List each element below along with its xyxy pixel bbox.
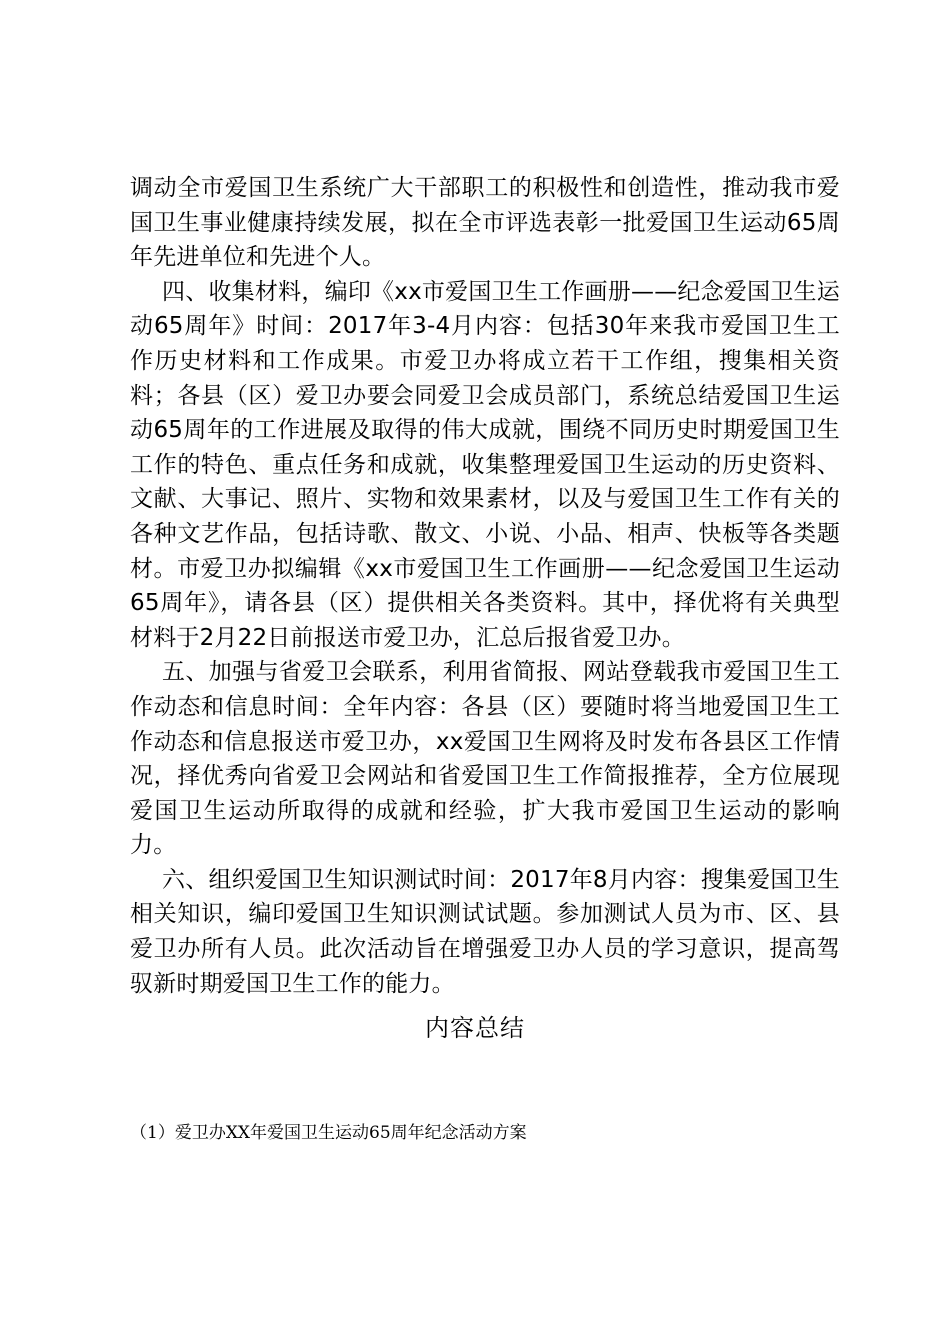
paragraph-item-four: 四、收集材料，编印《xx市爱国卫生工作画册——纪念爱国卫生运动65周年》时间：2017年3-4月内容：包括30年来我市爱国卫生工作历史材料和工作成果。市爱卫办将成立若干工作组，搜集相关资料；各县（区）爱卫办要会同爱卫会成员部门，系统总结爱国卫生运动65周年的工作进展及取得的伟大成就，围绕不同历史时期爱国卫生工作的特色、重点任务和成就，收集整理爱国卫生运动的历史资料、文献、大事记、照片、实物和效果素材，以及与爱国卫生工作有关的各种文艺作品，包括诗歌、散文、小说、小品、相声、快板等各类题材。市爱卫办拟编辑《xx市爱国卫生工作画册——纪念爱国卫生运动65周年》，请各县（区）提供相关各类资料。其中，择优将有关典型材料于2月22日前报送市爱卫办，汇总后报省爱卫办。 bbox=[130, 278, 840, 651]
summary-heading: 内容总结 bbox=[425, 1014, 525, 1042]
summary-list-item: （1）爱卫办XX年爱国卫生运动65周年纪念活动方案 bbox=[130, 1123, 527, 1143]
paragraph-continuation: 调动全市爱国卫生系统广大干部职工的积极性和创造性，推动我市爱国卫生事业健康持续发展，拟在全市评选表彰一批爱国卫生运动65周年先进单位和先进个人。 bbox=[130, 175, 840, 271]
paragraph-item-five: 五、加强与省爱卫会联系，利用省简报、网站登载我市爱国卫生工作动态和信息时间：全年内容：各县（区）要随时将当地爱国卫生工作动态和信息报送市爱卫办，xx爱国卫生网将及时发布各县区工作情况，择优秀向省爱卫会网站和省爱国卫生工作简报推荐，全方位展现爱国卫生运动所取得的成就和经验，扩大我市爱国卫生运动的影响力。 bbox=[130, 659, 840, 859]
document-body bbox=[130, 171, 840, 1001]
paragraph-item-six: 六、组织爱国卫生知识测试时间：2017年8月内容：搜集爱国卫生相关知识，编印爱国卫生知识测试试题。参加测试人员为市、区、县爱卫办所有人员。此次活动旨在增强爱卫办人员的学习意识，提高驾驭新时期爱国卫生工作的能力。 bbox=[130, 866, 840, 997]
